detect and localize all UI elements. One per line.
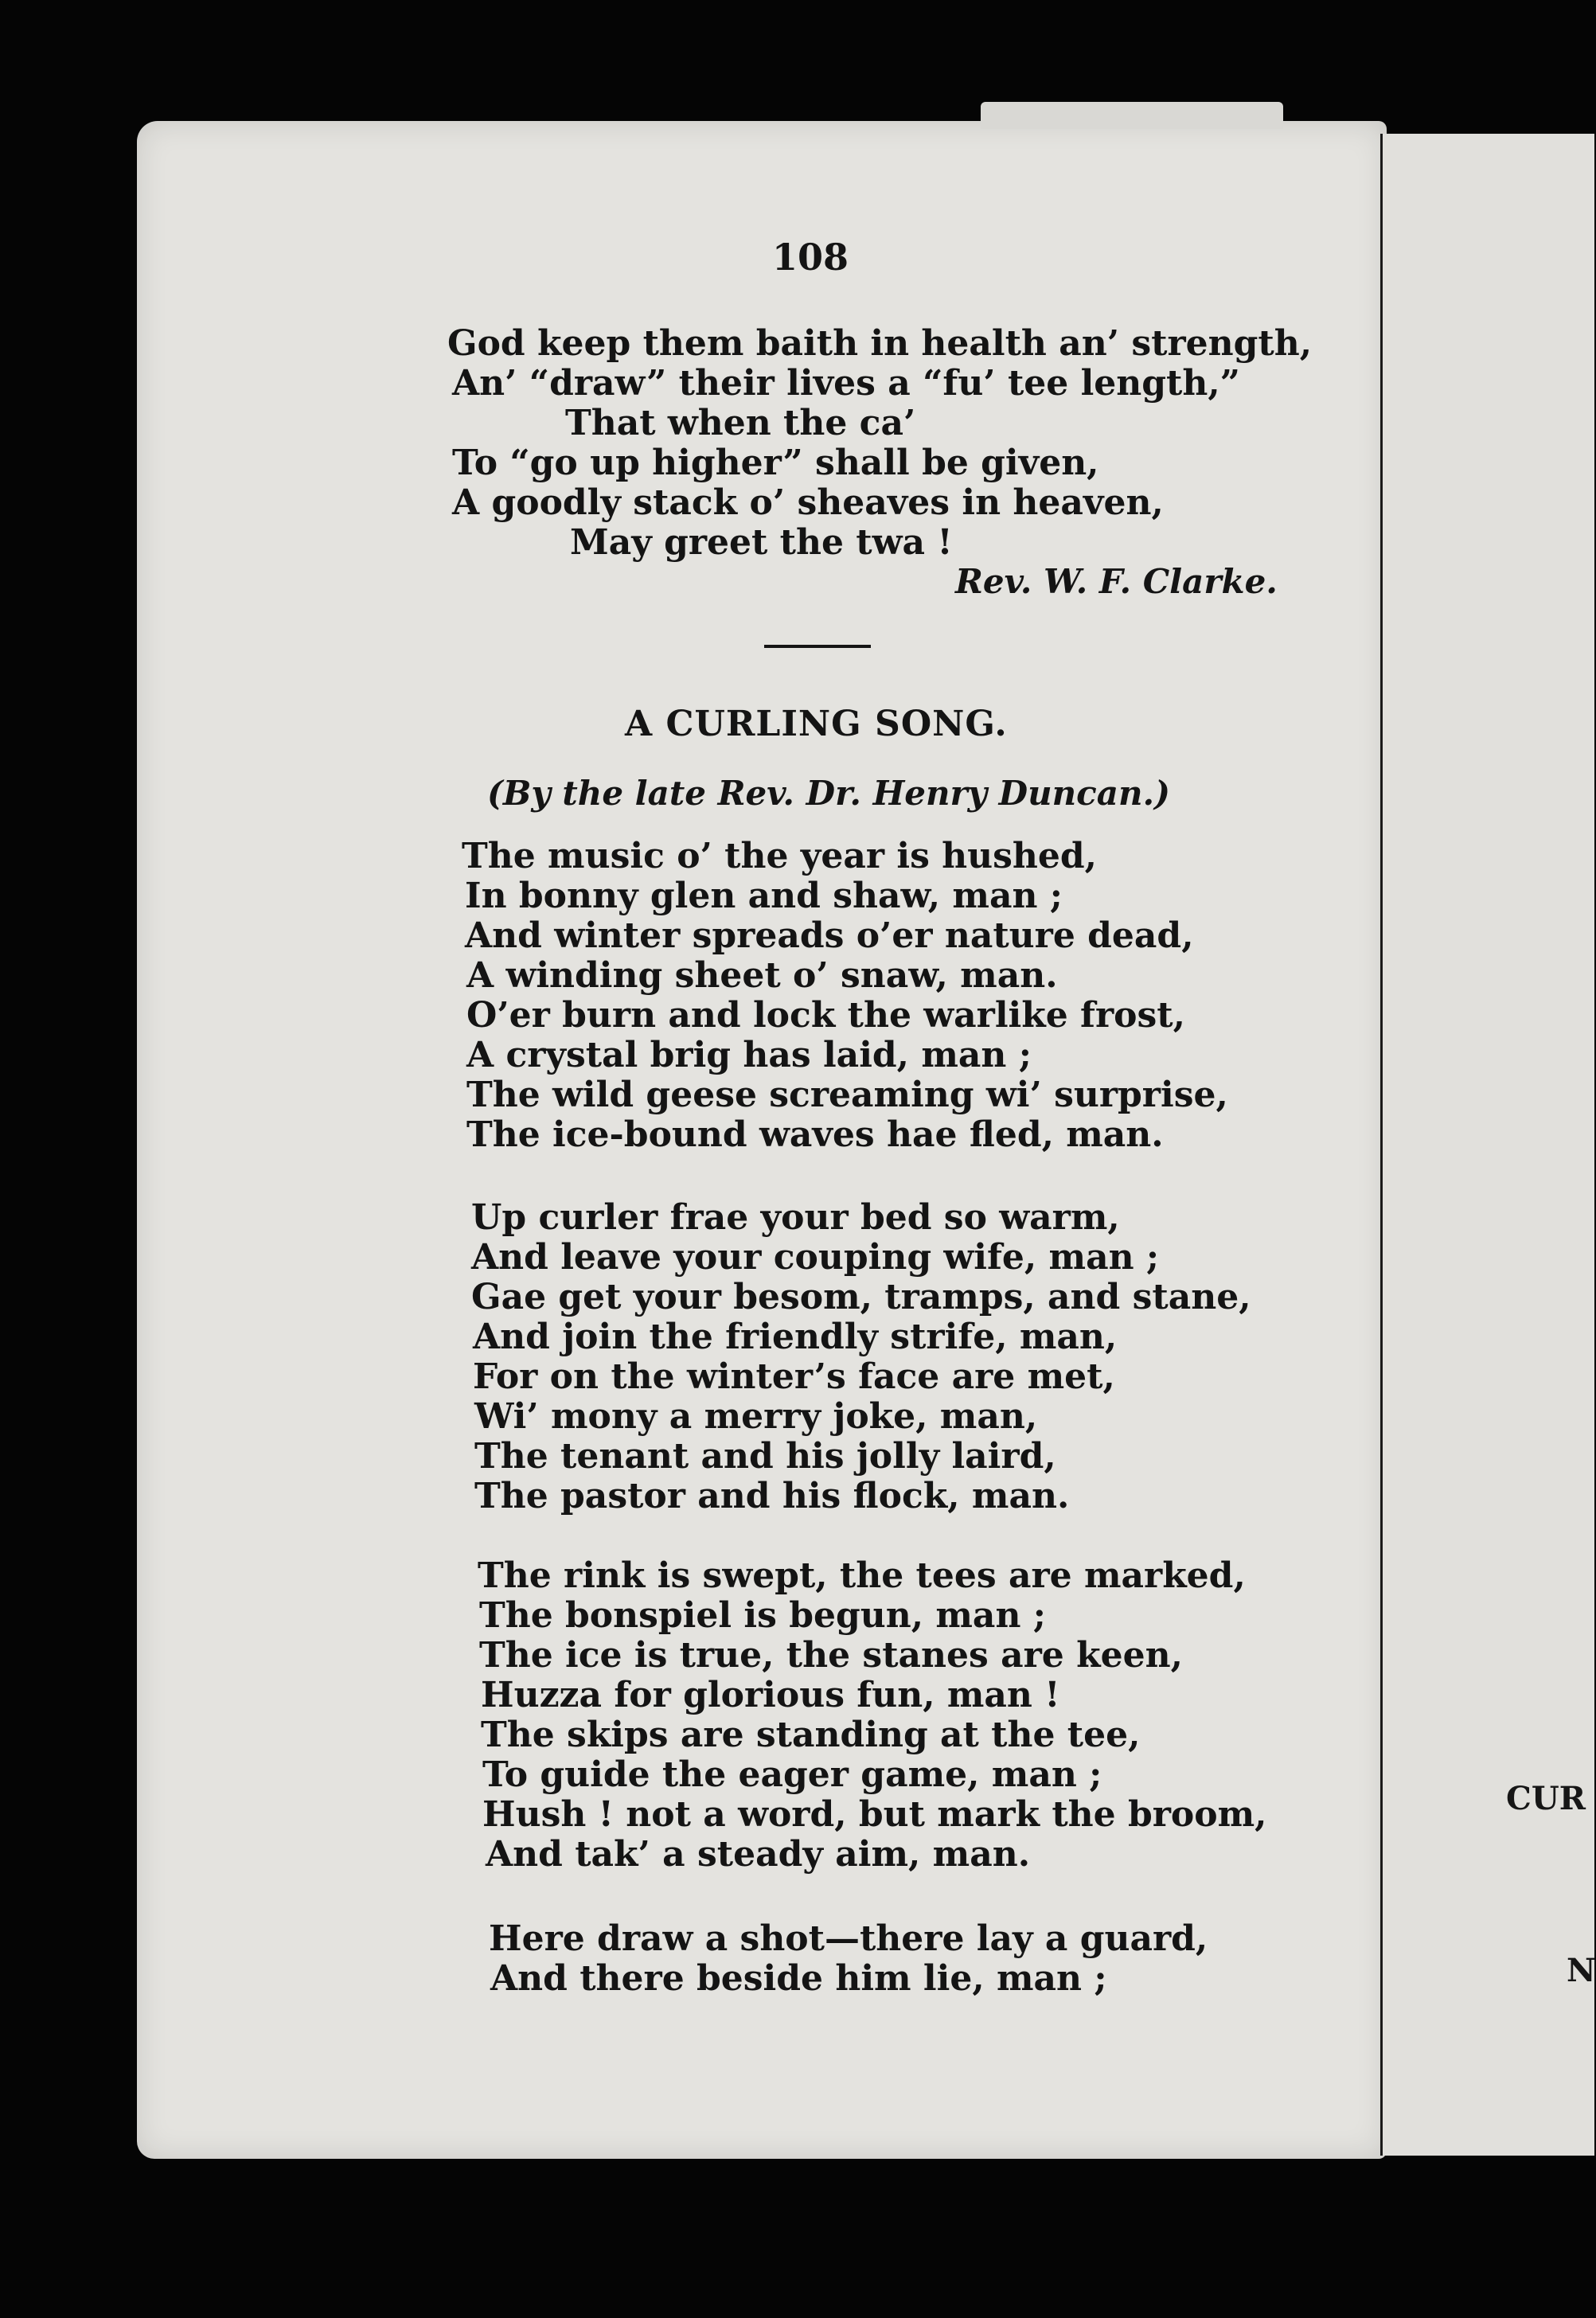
verse-line: And tak’ a steady aim, man. <box>486 1834 1031 1875</box>
verse-line: Gae get your besom, tramps, and stane, <box>471 1277 1251 1317</box>
verse-line: The pastor and his flock, man. <box>474 1476 1070 1516</box>
verse-line: And winter spreads o’er nature dead, <box>465 915 1194 956</box>
attribution: Rev. W. F. Clarke. <box>955 562 1278 601</box>
song-author: (By the late Rev. Dr. Henry Duncan.) <box>487 774 1170 813</box>
verse-line: May greet the twa ! <box>570 522 953 563</box>
section-divider <box>764 645 871 648</box>
verse-line: That when the ca’ <box>565 403 916 443</box>
verse-line: Wi’ mony a merry joke, man, <box>474 1396 1038 1437</box>
verse-line: God keep them baith in health an’ strength, <box>447 323 1313 364</box>
verse-line: Hush ! not a word, but mark the broom, <box>482 1794 1267 1835</box>
verse-line: In bonny glen and shaw, man ; <box>465 876 1063 916</box>
verse-line: And there beside him lie, man ; <box>490 1958 1107 1999</box>
verse-line: The ice is true, the stanes are keen, <box>479 1635 1183 1676</box>
verse-line: And leave your couping wife, man ; <box>471 1237 1160 1278</box>
verse-line: Here draw a shot—there lay a guard, <box>489 1918 1208 1959</box>
verse-line: Huzza for glorious fun, man ! <box>481 1675 1060 1715</box>
verse-line: The music o’ the year is hushed, <box>462 836 1097 876</box>
verse-line: The tenant and his jolly laird, <box>474 1436 1056 1477</box>
verse-line: And join the friendly strife, man, <box>473 1317 1118 1357</box>
page-number: 108 <box>772 236 849 279</box>
right-page-fragment: CUR <box>1506 1780 1586 1817</box>
verse-line: To guide the eager game, man ; <box>482 1754 1102 1795</box>
song-title: A CURLING SONG. <box>625 704 1008 744</box>
verse-line: The bonspiel is begun, man ; <box>479 1595 1046 1636</box>
verse-line: To “go up higher” shall be given, <box>452 443 1099 483</box>
verse-line: The skips are standing at the tee, <box>481 1715 1141 1755</box>
verse-line: For on the winter’s face are met, <box>473 1356 1115 1397</box>
verse-line: The wild geese screaming wi’ surprise, <box>466 1075 1228 1115</box>
verse-line: The ice-bound waves hae fled, man. <box>466 1114 1164 1155</box>
verse-line: A crystal brig has laid, man ; <box>466 1035 1032 1075</box>
verse-line: A winding sheet o’ snaw, man. <box>466 955 1058 996</box>
verse-line: An’ “draw” their lives a “fu’ tee length,” <box>452 363 1240 404</box>
verse-line: A goodly stack o’ sheaves in heaven, <box>452 482 1164 523</box>
verse-line: Up curler frae your bed so warm, <box>471 1197 1120 1238</box>
verse-line: The rink is swept, the tees are marked, <box>478 1555 1246 1596</box>
right-page-fragment: N <box>1567 1952 1596 1989</box>
verse-line: O’er burn and lock the warlike frost, <box>466 995 1185 1036</box>
